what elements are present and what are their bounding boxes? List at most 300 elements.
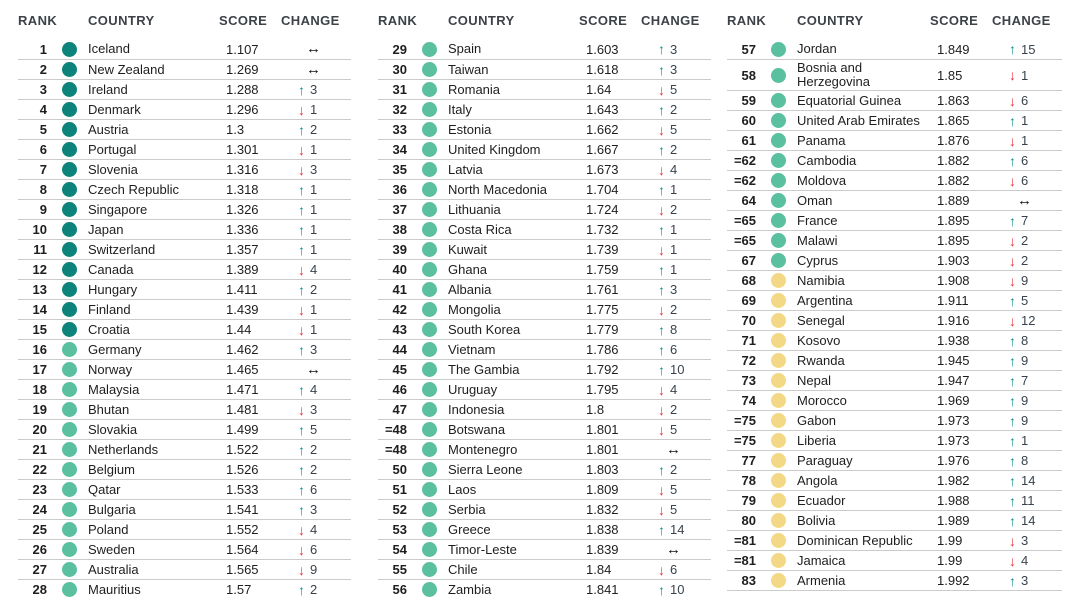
country-name: Iceland	[88, 41, 130, 56]
table-row	[378, 339, 711, 359]
country-name: Zambia	[448, 581, 492, 597]
peace-tier-dot-icon	[422, 82, 437, 97]
table-row	[727, 230, 1062, 250]
change-amount: 1	[310, 242, 318, 257]
table-row	[378, 39, 711, 59]
table-row	[378, 239, 711, 259]
table-row	[378, 199, 711, 219]
peace-tier-dot-icon	[422, 62, 437, 77]
change-amount: 1	[310, 102, 318, 117]
score-value: 1.8	[586, 402, 605, 417]
change-amount: 6	[1021, 93, 1029, 108]
change-cell	[992, 133, 1062, 148]
score-value: 1.838	[586, 522, 619, 537]
peace-tier-dot-icon	[422, 342, 437, 357]
score-value: 1.732	[586, 222, 619, 237]
rank-value: 68	[741, 273, 756, 288]
change-cell	[992, 353, 1062, 368]
peace-tier-dot-icon	[62, 482, 77, 497]
change-cell	[641, 562, 711, 577]
score-value: 1.911	[937, 293, 969, 308]
score-header: SCORE	[219, 12, 268, 28]
table-row	[378, 119, 711, 139]
change-cell	[281, 42, 351, 56]
change-arrow-icon: ↑	[1009, 432, 1016, 449]
rank-value: 19	[32, 402, 47, 417]
table-row	[378, 219, 711, 239]
score-value: 1.786	[586, 342, 619, 357]
change-amount: 3	[310, 502, 318, 517]
score-value: 1.411	[226, 282, 258, 297]
change-amount: 15	[1021, 41, 1036, 57]
change-arrow-icon: ↑	[1009, 512, 1016, 529]
change-arrow-icon: ↓	[298, 261, 305, 278]
table-row	[727, 330, 1062, 350]
change-cell	[992, 573, 1062, 588]
table-row	[727, 90, 1062, 110]
rank-value: 22	[32, 462, 47, 477]
table-row	[727, 39, 1062, 59]
peace-tier-dot-icon	[771, 233, 786, 248]
table-row	[18, 459, 351, 479]
score-value: 1.832	[586, 502, 619, 517]
change-amount: 6	[310, 482, 318, 497]
table-row	[378, 539, 711, 559]
country-name: Moldova	[797, 172, 847, 188]
rank-value: 45	[392, 362, 407, 377]
change-amount: 1	[670, 182, 678, 197]
change-amount: 2	[310, 582, 318, 597]
table-row	[378, 279, 711, 299]
country-name: Lithuania	[448, 201, 501, 217]
score-value: 1.989	[937, 513, 970, 528]
rank-value: 28	[32, 582, 47, 597]
table-row	[378, 359, 711, 379]
change-header: CHANGE	[992, 12, 1051, 28]
change-cell	[641, 522, 711, 537]
rank-value: 25	[32, 522, 47, 537]
ranking-table-3	[727, 12, 1062, 599]
table-row	[18, 219, 351, 239]
change-amount: 3	[1021, 533, 1029, 548]
change-cell	[641, 382, 711, 397]
rank-value: 51	[392, 482, 407, 497]
change-amount: 2	[670, 102, 678, 117]
change-amount: 4	[310, 382, 318, 397]
change-arrow-icon: ↑	[1009, 332, 1016, 349]
change-arrow-icon: ↔	[1017, 191, 1032, 209]
change-amount: 2	[670, 462, 678, 477]
change-cell	[281, 142, 351, 157]
change-arrow-icon: ↓	[1009, 532, 1016, 549]
change-cell	[992, 513, 1062, 528]
table-row	[727, 490, 1062, 510]
rank-value: 83	[741, 573, 756, 588]
change-arrow-icon: ↑	[1009, 292, 1016, 309]
change-amount: 3	[310, 402, 318, 417]
rank-value: 74	[741, 393, 756, 408]
country-name: Portugal	[88, 141, 137, 157]
change-cell	[641, 122, 711, 137]
table-row	[18, 579, 351, 599]
table-row	[378, 519, 711, 539]
rank-value: 6	[39, 142, 47, 157]
table-row	[18, 499, 351, 519]
change-cell	[281, 462, 351, 477]
change-arrow-icon: ↑	[298, 241, 305, 258]
score-value: 1.526	[226, 462, 259, 477]
change-cell	[281, 162, 351, 177]
country-name: Uruguay	[448, 381, 498, 397]
rank-value: 80	[741, 513, 756, 528]
change-cell	[992, 213, 1062, 228]
change-cell	[641, 62, 711, 77]
country-name: Spain	[448, 41, 482, 56]
score-value: 1.471	[226, 382, 259, 397]
change-cell	[281, 382, 351, 397]
table-header-row	[727, 12, 1062, 28]
change-cell	[281, 422, 351, 437]
change-amount: 14	[1021, 473, 1036, 488]
score-value: 1.849	[937, 41, 970, 57]
change-cell	[641, 42, 711, 57]
score-value: 1.792	[586, 362, 619, 377]
peace-tier-dot-icon	[62, 82, 77, 97]
peace-tier-dot-icon	[771, 413, 786, 428]
score-value: 1.739	[586, 242, 619, 257]
score-value: 1.85	[937, 67, 963, 83]
peace-tier-dot-icon	[62, 342, 77, 357]
rank-value: 35	[392, 162, 407, 177]
table-row	[378, 399, 711, 419]
rank-value: 34	[392, 142, 407, 157]
score-value: 1.662	[586, 122, 619, 137]
change-cell	[281, 522, 351, 537]
change-cell	[281, 202, 351, 217]
table-row	[378, 259, 711, 279]
change-arrow-icon: ↓	[658, 81, 665, 98]
change-amount: 11	[1021, 493, 1035, 508]
peace-tier-dot-icon	[771, 313, 786, 328]
change-amount: 3	[670, 41, 678, 57]
change-cell	[992, 313, 1062, 328]
table-row	[727, 310, 1062, 330]
rank-value: =65	[733, 233, 756, 248]
change-amount: 9	[1021, 273, 1029, 288]
table-row	[18, 159, 351, 179]
change-arrow-icon: ↑	[1009, 412, 1016, 429]
table-row	[18, 99, 351, 119]
change-cell	[281, 442, 351, 457]
peace-tier-dot-icon	[62, 542, 77, 557]
country-name: Qatar	[88, 481, 121, 497]
change-amount: 6	[670, 562, 678, 577]
change-arrow-icon: ↑	[1009, 352, 1016, 369]
country-name: Timor-Leste	[448, 541, 517, 557]
country-name: Ecuador	[797, 492, 846, 508]
peace-tier-dot-icon	[422, 482, 437, 497]
change-amount: 5	[670, 82, 678, 97]
score-value: 1.876	[937, 133, 970, 148]
country-name: Namibia	[797, 272, 845, 288]
peace-tier-dot-icon	[62, 442, 77, 457]
table-row	[378, 99, 711, 119]
country-name: Panama	[797, 132, 846, 148]
change-cell	[641, 322, 711, 337]
rank-value: 36	[392, 182, 407, 197]
peace-tier-dot-icon	[62, 462, 77, 477]
score-value: 1.839	[586, 542, 619, 557]
change-cell	[281, 122, 351, 137]
change-arrow-icon: ↑	[658, 341, 665, 358]
change-arrow-icon: ↑	[1009, 452, 1016, 469]
score-value: 1.775	[586, 302, 619, 317]
peace-tier-dot-icon	[422, 262, 437, 277]
change-cell	[281, 402, 351, 417]
change-amount: 14	[670, 522, 685, 537]
peace-tier-dot-icon	[422, 122, 437, 137]
change-cell	[992, 453, 1062, 468]
change-cell	[281, 562, 351, 577]
country-name: Sweden	[88, 541, 135, 557]
peace-tier-dot-icon	[422, 522, 437, 537]
peace-tier-dot-icon	[771, 153, 786, 168]
peace-tier-dot-icon	[422, 362, 437, 377]
score-value: 1.318	[226, 182, 259, 197]
table-row	[378, 459, 711, 479]
change-amount: 2	[1021, 253, 1029, 268]
change-arrow-icon: ↓	[658, 421, 665, 438]
change-cell	[992, 553, 1062, 568]
change-arrow-icon: ↑	[298, 121, 305, 138]
rank-value: 16	[32, 342, 47, 357]
rank-value: 2	[39, 62, 47, 77]
change-arrow-icon: ↓	[658, 501, 665, 518]
table-row	[18, 439, 351, 459]
table-row	[18, 179, 351, 199]
table-row	[18, 379, 351, 399]
country-name: Germany	[88, 341, 142, 357]
country-name: Vietnam	[448, 341, 496, 357]
peace-tier-dot-icon	[62, 322, 77, 337]
score-value: 1.481	[226, 402, 259, 417]
peace-tier-dot-icon	[422, 302, 437, 317]
country-name: Ghana	[448, 261, 488, 277]
score-value: 1.801	[586, 422, 619, 437]
peace-tier-dot-icon	[62, 122, 77, 137]
country-name: Greece	[448, 521, 491, 537]
country-name: Japan	[88, 221, 124, 237]
change-amount: 5	[670, 122, 678, 137]
peace-tier-dot-icon	[422, 442, 437, 457]
score-value: 1.724	[586, 202, 619, 217]
change-cell	[641, 102, 711, 117]
change-amount: 1	[310, 202, 318, 217]
score-value: 1.552	[226, 522, 259, 537]
change-cell	[641, 302, 711, 317]
change-cell	[641, 462, 711, 477]
score-value: 1.667	[586, 142, 619, 157]
rank-value: 8	[39, 182, 47, 197]
peace-tier-dot-icon	[62, 102, 77, 117]
country-header: COUNTRY	[448, 12, 515, 28]
peace-tier-dot-icon	[62, 42, 77, 57]
change-amount: 8	[1021, 333, 1029, 348]
table-row	[378, 559, 711, 579]
change-cell	[992, 191, 1062, 209]
change-arrow-icon: ↓	[298, 561, 305, 578]
peace-tier-dot-icon	[771, 113, 786, 128]
change-cell	[992, 533, 1062, 548]
score-value: 1.947	[937, 373, 970, 388]
score-value: 1.462	[226, 342, 259, 357]
change-arrow-icon: ↑	[298, 381, 305, 398]
change-amount: 6	[670, 342, 678, 357]
change-cell	[992, 42, 1062, 57]
table-row	[18, 559, 351, 579]
country-name: Switzerland	[88, 241, 156, 257]
table-row	[727, 550, 1062, 570]
rank-value: 43	[392, 322, 407, 337]
rank-value: 14	[32, 302, 47, 317]
table-row	[18, 279, 351, 299]
table-row	[18, 539, 351, 559]
change-amount: 1	[1021, 433, 1029, 448]
rank-value: 40	[392, 262, 407, 277]
peace-tier-dot-icon	[771, 133, 786, 148]
score-value: 1.499	[226, 422, 259, 437]
score-value: 1.603	[586, 41, 619, 57]
rank-value: 30	[392, 62, 407, 77]
rank-value: 5	[39, 122, 47, 137]
score-value: 1.336	[226, 222, 259, 237]
change-cell	[641, 82, 711, 97]
change-arrow-icon: ↑	[658, 41, 665, 57]
change-arrow-icon: ↑	[1009, 372, 1016, 389]
change-arrow-icon: ↓	[298, 301, 305, 318]
change-arrow-icon: ↓	[658, 241, 665, 258]
score-value: 1.779	[586, 322, 619, 337]
change-amount: 1	[310, 302, 318, 317]
table-row	[18, 39, 351, 59]
country-name: Mauritius	[88, 581, 141, 597]
rank-value: 1	[39, 41, 47, 57]
peace-tier-dot-icon	[62, 382, 77, 397]
country-name: Austria	[88, 121, 129, 137]
change-amount: 2	[310, 122, 318, 137]
peace-tier-dot-icon	[62, 242, 77, 257]
rank-value: 73	[741, 373, 756, 388]
score-value: 1.938	[937, 333, 970, 348]
rank-value: 42	[392, 302, 407, 317]
rank-value: 24	[32, 502, 47, 517]
change-arrow-icon: ↓	[658, 161, 665, 178]
change-cell	[641, 540, 711, 558]
country-name: Bosnia and Herzegovina	[797, 60, 870, 89]
rank-value: 21	[32, 442, 47, 457]
country-name: United Kingdom	[448, 141, 541, 157]
change-cell	[641, 202, 711, 217]
change-cell	[281, 60, 351, 78]
rank-header: RANK	[18, 12, 58, 28]
change-amount: 4	[1021, 553, 1029, 568]
rank-value: 55	[392, 562, 407, 577]
change-arrow-icon: ↓	[298, 521, 305, 538]
table-row	[727, 150, 1062, 170]
change-arrow-icon: ↓	[1009, 312, 1016, 329]
change-amount: 2	[310, 442, 318, 457]
table-row	[727, 170, 1062, 190]
peace-tier-dot-icon	[422, 202, 437, 217]
table-row	[378, 319, 711, 339]
change-cell	[281, 282, 351, 297]
rank-value: 67	[741, 253, 756, 268]
rank-value: 53	[392, 522, 407, 537]
country-name: North Macedonia	[448, 181, 547, 197]
change-amount: 9	[1021, 413, 1029, 428]
score-value: 1.64	[586, 82, 612, 97]
country-header: COUNTRY	[797, 12, 864, 28]
change-cell	[281, 502, 351, 517]
peace-tier-dot-icon	[422, 242, 437, 257]
change-cell	[992, 393, 1062, 408]
change-arrow-icon: ↑	[1009, 152, 1016, 169]
rank-value: 50	[392, 462, 407, 477]
change-cell	[281, 222, 351, 237]
table-row	[727, 210, 1062, 230]
peace-tier-dot-icon	[62, 562, 77, 577]
peace-tier-dot-icon	[771, 42, 786, 57]
change-cell	[992, 333, 1062, 348]
table-body	[378, 39, 711, 599]
rank-value: =65	[733, 213, 756, 228]
change-cell	[641, 482, 711, 497]
country-name: Norway	[88, 361, 133, 377]
change-amount: 5	[670, 422, 678, 437]
change-arrow-icon: ↑	[658, 281, 665, 298]
change-cell	[992, 273, 1062, 288]
rank-value: 52	[392, 502, 407, 517]
score-value: 1.565	[226, 562, 259, 577]
table-row	[378, 379, 711, 399]
table-body	[727, 39, 1062, 591]
change-amount: 3	[670, 282, 678, 297]
change-arrow-icon: ↓	[298, 101, 305, 118]
score-value: 1.107	[226, 41, 259, 57]
change-cell	[992, 373, 1062, 388]
change-amount: 9	[1021, 353, 1029, 368]
score-value: 1.99	[937, 553, 963, 568]
peace-tier-dot-icon	[62, 362, 77, 377]
change-cell	[992, 113, 1062, 128]
table-body	[18, 39, 351, 599]
rank-value: 70	[741, 313, 756, 328]
change-cell	[641, 182, 711, 197]
peace-tier-dot-icon	[62, 62, 77, 77]
score-value: 1.465	[226, 362, 259, 377]
table-row	[378, 59, 711, 79]
peace-tier-dot-icon	[771, 213, 786, 228]
country-name: Sierra Leone	[448, 461, 523, 477]
peace-tier-dot-icon	[771, 93, 786, 108]
score-value: 1.439	[226, 302, 259, 317]
country-name: Paraguay	[797, 452, 853, 468]
score-value: 1.301	[226, 142, 259, 157]
rank-value: 37	[392, 202, 407, 217]
change-cell	[281, 542, 351, 557]
peace-tier-dot-icon	[771, 393, 786, 408]
change-arrow-icon: ↑	[298, 181, 305, 198]
